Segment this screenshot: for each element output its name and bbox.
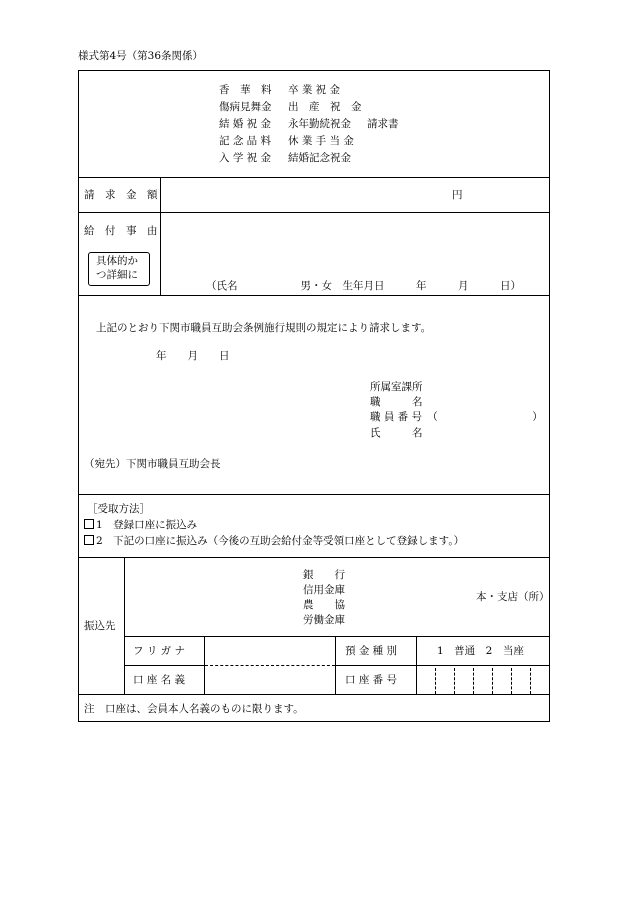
account-number-field[interactable] xyxy=(417,667,549,693)
dashed-divider xyxy=(205,665,335,666)
claim-amount-label: 請 求 金 額 xyxy=(84,189,158,201)
title-item: 入 学 祝 金 xyxy=(219,152,272,164)
divider xyxy=(78,694,550,695)
title-item: 記 念 品 料 xyxy=(219,135,272,147)
reason-field[interactable] xyxy=(162,214,548,278)
note: 注 口座は、会員本人名義のものに限ります。 xyxy=(84,703,304,715)
title-item: 卒 業 祝 金 xyxy=(288,84,341,96)
divider xyxy=(124,557,125,694)
receipt-option-2[interactable]: 2 下記の口座に振込み（今後の互助会給付金等受領口座として登録します。） xyxy=(84,535,464,548)
declaration-statement: 上記のとおり下関市職員互助会条例施行規則の規定により請求します。 xyxy=(96,322,432,334)
person-info-line: （氏名 男・女 生年月日 年 月 日） xyxy=(206,280,521,292)
receipt-heading: ［受取方法］ xyxy=(87,503,150,515)
account-name-field[interactable] xyxy=(206,667,334,693)
claim-amount-field[interactable] xyxy=(162,179,548,211)
title-item: 永年勤続祝金 xyxy=(288,118,351,130)
divider xyxy=(78,295,550,296)
date-line: 年 月 日 xyxy=(156,350,230,362)
reason-label: 給 付 事 由 xyxy=(84,225,158,237)
bank-field[interactable] xyxy=(126,559,548,635)
yen-unit: 円 xyxy=(452,189,463,201)
name-label: 氏 名 xyxy=(370,427,423,439)
title-item: 出 産 祝 金 xyxy=(288,101,362,113)
document-title: 請求書 xyxy=(367,118,399,130)
deposit-type-label: 預 金 種 別 xyxy=(345,645,398,657)
divider xyxy=(335,665,550,666)
employee-number-label: 職 員 番 号 （ ） xyxy=(370,411,543,423)
form-number: 様式第4号（第36条関係） xyxy=(78,50,204,62)
divider xyxy=(160,177,161,295)
reason-note: つ詳細に xyxy=(96,269,138,281)
deposit-type-options[interactable]: 1 普通 2 当座 xyxy=(437,645,524,657)
title-item: 結 婚 祝 金 xyxy=(219,118,272,130)
divider xyxy=(204,636,205,694)
title-item: 結婚記念祝金 xyxy=(288,152,351,164)
addressee: （宛先）下関市職員互助会長 xyxy=(84,458,221,470)
title-item: 香 華 料 xyxy=(219,84,272,96)
checkbox-icon[interactable] xyxy=(84,535,94,545)
title-item: 休 業 手 当 金 xyxy=(288,135,354,147)
title-label: 職 名 xyxy=(370,396,423,408)
furigana-label: フ リ ガ ナ xyxy=(133,645,186,657)
furigana-field[interactable] xyxy=(206,638,334,664)
divider xyxy=(78,494,550,495)
title-item: 傷病見舞金 xyxy=(219,101,272,113)
bank-type: 農 協 xyxy=(303,599,345,611)
divider xyxy=(78,212,550,213)
account-number-label: 口 座 番 号 xyxy=(345,674,398,686)
checkbox-icon[interactable] xyxy=(84,519,94,529)
divider xyxy=(78,177,550,178)
bank-type: 労働金庫 xyxy=(303,614,345,626)
dept-label: 所属室課所 xyxy=(370,381,423,393)
divider xyxy=(124,665,205,666)
bank-type: 銀 行 xyxy=(303,569,345,581)
transfer-label: 振込先 xyxy=(84,620,116,632)
account-name-label: 口 座 名 義 xyxy=(133,674,186,686)
divider xyxy=(124,636,550,637)
receipt-option-1[interactable]: 1 登録口座に振込み xyxy=(84,519,197,532)
reason-note: 具体的か xyxy=(96,255,138,267)
branch-label: 本・支店（所） xyxy=(476,591,550,603)
bank-type: 信用金庫 xyxy=(303,584,345,596)
divider xyxy=(335,636,336,694)
divider xyxy=(78,557,550,558)
